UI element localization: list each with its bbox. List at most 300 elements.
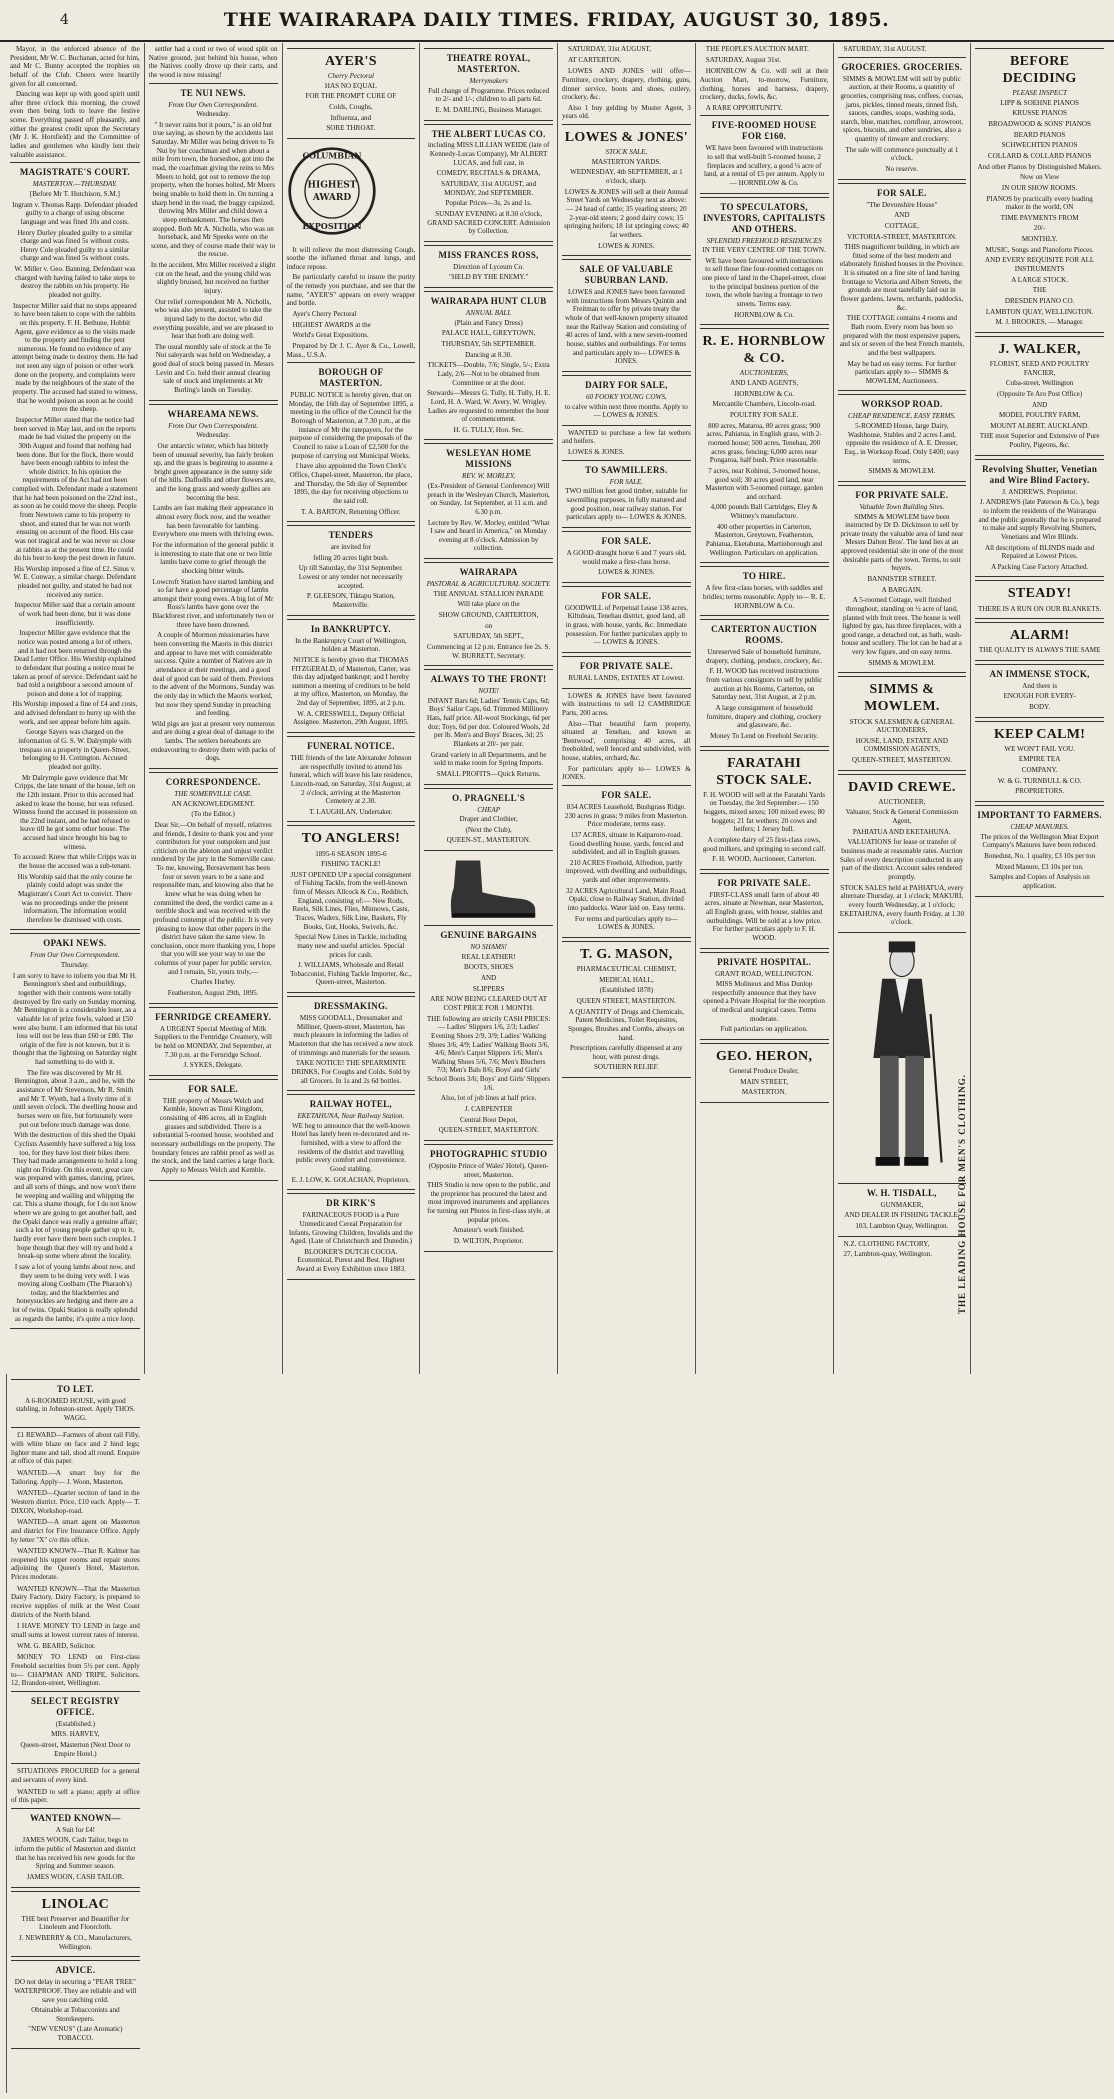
- article-block: [149, 45, 278, 80]
- paragraph: FLORIST, SEED AND POULTRY FANCIER,: [989, 359, 1090, 377]
- paragraph: 834 ACRES Leasehold, Bushgrass Ridge. 230 acres in grass; 9 miles from Masterton. Price moderate, terms easy.: [564, 802, 688, 829]
- paragraph: 5-ROOMED House, large Dairy, Washhouse, Stables and 2 acres Land, opposite the residence of A. E. Dresser, Esq., in Worksop Road. Only £400; easy terms.: [844, 422, 960, 465]
- advertisement-block: [424, 291, 553, 440]
- paragraph: A complete dairy of 25 first-class cows, good milkers, and springing to second calf.: [702, 835, 826, 853]
- paragraph: SATURDAY, 31st AUGUST, and MONDAY, 2nd SEPTEMBER.: [441, 180, 537, 197]
- article-block: [838, 937, 967, 1179]
- advertisement-block: [149, 404, 278, 769]
- block-heading: R. E. HORNBLOW & CO.: [702, 334, 826, 367]
- block-heading: AYER'S: [324, 54, 377, 69]
- paragraph: "HELD BY THE ENEMY.": [448, 273, 529, 282]
- gentleman-illustration: [847, 937, 957, 1179]
- block-heading: FOR SALE.: [601, 535, 652, 546]
- advertisement-block: [424, 925, 553, 1141]
- block-heading: TO SPECULATORS, INVESTORS, CAPITALISTS AND OTHERS.: [702, 201, 826, 234]
- advertisement-block: [562, 375, 691, 426]
- paragraph: SORE THROAT.: [326, 124, 376, 133]
- paragraph: Also, lot of job lines at half price.: [440, 1094, 537, 1103]
- masthead: [0, 0, 1114, 42]
- paragraph: A URGENT Special Meeting of Milk Suppliers to the Fernridge Creamery, will be held on MONDAY, 2nd September, at 7.30 p.m. at the Fernridge School.: [154, 1024, 272, 1059]
- paragraph: Mayor, in the enforced absence of the President, Mr W. C. Buchanan, acted for him, and Mr C. Bunny accepted the trophies on behalf of the Club. Cheers were heartily given for all concerned.: [10, 45, 140, 88]
- block-heading: WAIRARAPA HUNT CLUB: [430, 296, 547, 307]
- paragraph: MUSIC, Songs and Pianoforte Pieces.: [985, 245, 1094, 254]
- advertisement-block: [287, 48, 416, 139]
- advertisement-block: [838, 394, 967, 481]
- paragraph: HORNBLOW & Co.: [734, 389, 795, 398]
- paragraph: LOWES & JONES have been favoured with instructions to sell 12 CAMBRIDGE Parts, 200 acres.: [562, 691, 691, 717]
- paragraph: settler had a cord or two of wood split on Native ground, just behind his house, when the Natives coolly drove up their carts, and the wood is now missing!: [148, 45, 278, 79]
- paragraph: Commencing at 12 p.m. Entrance fee 2s. S. W. BURRETT, Secretary.: [427, 642, 551, 660]
- paragraph: Up till Saturday, the 31st September. Lowest or any tender not necessarily accepted.: [298, 564, 403, 590]
- paragraph: Obtainable at Tobacconists and Storekeepers.: [31, 2006, 120, 2023]
- article-block: [700, 45, 829, 64]
- paragraph: THE best Preserver and Beautifier for Linoleum and Floorcloth.: [21, 1914, 130, 1932]
- column-1: [6, 43, 144, 1374]
- block-heading: WANTED KNOWN—: [30, 1812, 121, 1823]
- paragraph: Colds, Coughs,: [329, 103, 373, 111]
- advertisement-block: [700, 328, 829, 563]
- advertisement-block: [149, 772, 278, 1004]
- paragraph: Influenza, and: [330, 113, 372, 122]
- paragraph: His Worship said that the only course he plainly could adopt was under the Magistrate's Court Act to convict. There was no proceedings under the present information. The information would therefore be dismissed with costs.: [17, 872, 133, 924]
- paragraph: SATURDAY, August 31st.: [705, 55, 782, 64]
- paragraph: E. J. LOW, K. GOLACHAN, Proprietors.: [291, 1175, 411, 1184]
- block-heading: TO HIRE.: [742, 571, 786, 582]
- advertisement-block: [10, 162, 140, 930]
- block-heading: OPAKI NEWS.: [43, 938, 107, 949]
- paragraph: Also 1 buy gelding by Muster Agent, 3 years old.: [562, 103, 691, 121]
- paragraph: Mr Dalrymple gave evidence that Mr Cripps, the late tenant of the house, left on the 12th instant. Prior to this accused had asked to lease the house, but was refused. Witness found the accused in possession on the 22nd instant, and he had refused to leave till he got some other house. The accused had since brought his bag to witness.: [12, 773, 137, 851]
- paragraph: FIRST-CLASS small farm of about 40 acres, situate at Newman, near Masterton, all English grass, with house, stables and outbuildings. Will be sold at a low price. For further particulars apply to F. H. WOOD.: [704, 890, 824, 942]
- column-2: [144, 43, 282, 1374]
- paragraph: AND: [894, 211, 910, 220]
- block-heading: PRIVATE HOSPITAL.: [717, 956, 812, 967]
- block-subheading: EKETAHUNA, Near Railway Station.: [297, 1112, 405, 1121]
- paragraph: SATURDAY, 31st AUGUST.: [843, 45, 927, 53]
- advertisement-block: [562, 941, 691, 1078]
- paragraph: MRS. HARVEY,: [51, 1730, 100, 1739]
- paragraph: MOUNT ALBERT, AUCKLAND.: [990, 421, 1089, 430]
- block-heading: RAILWAY HOTEL,: [309, 1099, 392, 1110]
- advertisement-block: [424, 562, 553, 666]
- block-heading: STEADY!: [1007, 586, 1072, 602]
- column-4: [419, 43, 557, 1374]
- paragraph: QUEEN STREET, MASTERTON.: [576, 996, 677, 1005]
- advertisement-block: [838, 485, 967, 674]
- article-block: [11, 1788, 140, 1805]
- column-5: [557, 43, 695, 1374]
- paragraph: MEDICAL HALL,: [599, 975, 654, 984]
- paragraph: HORNBLOW & Co. will sell at their Auction Mart, to-morrow, Furniture, clothing, horses and harness, drapery, crockery, ducks, fowls, &c.: [699, 67, 829, 102]
- paragraph: (Opposite Prince of Wales' Hotel), Queen-street, Masterton.: [428, 1161, 549, 1179]
- paragraph: IN OUR SHOW ROOMS.: [1001, 183, 1078, 192]
- paragraph: Draper and Clothier,: [459, 815, 518, 824]
- paragraph: LOWES & JONES will sell at their Annual Street Yards on Wednesday next as above:— 24 head of cattle; 35 yearling steers; 20 2-year-old steers; 2 good dairy cows; 15 springing heifers; 18 1st springing cows; 40 fat wethers.: [564, 187, 689, 239]
- paragraph: PHARMACEUTICAL CHEMIST,: [576, 965, 677, 974]
- seal-text: COLUMBIAN: [302, 150, 361, 161]
- paragraph: J. ANDREWS (late Paterson & Co.), begs to inform the residents of the Wairarapa and the public generally that he is prepared to make and supply Revolving Shutters, Venetians and Wire Blinds.: [978, 498, 1101, 541]
- paragraph: AND EVERY REQUISITE FOR ALL INSTRUMENTS: [984, 256, 1095, 274]
- block-heading: FOR SALE.: [601, 790, 652, 801]
- paragraph: KRUSSE PIANOS: [1012, 109, 1067, 118]
- paragraph: BOOTS, SHOES: [463, 963, 514, 972]
- block-subheading: NOTE!: [478, 687, 499, 696]
- paragraph: Cuba-street, Wellington: [1005, 379, 1074, 388]
- paragraph: Inspector Miller said that a certain amount of work had been done, but it was done insufficiently.: [14, 601, 136, 627]
- block-heading: IMPORTANT TO FARMERS.: [977, 810, 1102, 821]
- advertisement-block: [11, 1691, 140, 1765]
- block-subheading: CHEAP: [477, 805, 501, 814]
- paragraph: 800 acres, Mataroa, 80 acres grass; 900 acres, Pahiatua, in English grass, with 2-roomed house; 500 acres, Tenehau, 200 acres grass, fencing; 6,000 acres near Pongaroa, half bush. Price reasonable.: [706, 421, 822, 465]
- block-heading: THE ALBERT LUCAS CO.: [431, 128, 546, 139]
- article-block: [838, 1240, 967, 1259]
- block-subheading: REV. W. MORLEY,: [462, 472, 516, 481]
- block-heading: FERNRIDGE CREAMERY.: [155, 1011, 272, 1022]
- paragraph: HORNBLOW & Co.: [734, 310, 795, 319]
- paragraph: His Worship imposed a fine of £2. Sinus v. W. E. Conway, a similar charge. Defendant pleaded not guilty, and stated he had not received any notice.: [13, 564, 137, 599]
- paragraph: THE following are strictly CASH PRICES:— Ladies' Slippers 1/6, 2/3; Ladies' Evening Shoes 2/9, 3/9; Ladies' Walking Shoes 3/6, 4/9; Ladies' Walking Boots 3/6, 4/6; Men's Carpet Slippers 1/6; Men's Walking Shoes 5/6, 7/6; Men's Bluchers 7/3; Men's Bals 8/6; Boys' and Girls' School Boots 3/6; Boys' and Girls' Slippers 1/6.: [426, 1014, 551, 1092]
- paragraph: [Before Mr T. Hutchison, S.M.]: [29, 189, 120, 198]
- paragraph: 4,000 pounds Ball Cartridges, Eley & Whitney's manufacture.: [710, 503, 818, 521]
- paragraph: 210 ACRES Freehold, Alfredton, partly improved, with dwelling and outbuildings, yards and other improvements.: [565, 858, 687, 885]
- block-heading: TENDERS: [328, 530, 374, 541]
- paragraph: SIMMS & MOWLEM will sell by public auction, at their Rooms, a quantity of groceries, comprising teas, coffees, cocoas, jams, pickles, tinned meats, tinned fish, sauces, candles, soaps, washing soda, starch, blue, matches, cornflour, arrowroot, spices, biscuits, and other sundries, also a quantity of tinware and crockery.: [840, 74, 964, 144]
- paragraph: LIPP & SOEHNE PIANOS: [1000, 98, 1079, 107]
- paragraph: COLLARD & COLLARD PIANOS: [987, 152, 1092, 160]
- block-heading: LINOLAC: [41, 1896, 110, 1912]
- column-7: [833, 43, 971, 1374]
- paragraph: And other Pianos by Distinguished Makers.: [977, 162, 1102, 171]
- paragraph: 137 ACRES, situate in Kaiparoro-road. Good dwelling house, yards, fenced and subdivided, and all in English grasses.: [569, 830, 684, 857]
- paragraph: In the accident, Mrs Miller received a slight cut on the head, and the young child was slightly bruised, but received no further injury.: [150, 261, 276, 295]
- paragraph: Lambs are fast making their appearance in almost every flock now, and the weather has been favourable for lambing. Everywhere one meets with thriving ewes.: [152, 504, 274, 539]
- paragraph: STOCK SALESMEN & GENERAL AUCTIONEERS,: [849, 717, 955, 735]
- paragraph: LOWES & JONES.: [598, 241, 655, 250]
- paragraph: FARINACEOUS FOOD is a Pure Unmedicated Cereal Preparation for Infants, Growing Children, Invalids and the Aged. (Late of Christchurch and Dunedin.): [288, 1211, 413, 1246]
- article-block: [11, 1622, 140, 1650]
- paragraph: THERE IS A RUN ON OUR BLANKETS.: [978, 604, 1102, 613]
- paragraph: F. H. WOOD, Auctioneer, Carterton.: [712, 855, 817, 864]
- paragraph: JAMES WOON, Cash Tailor, begs to inform the public of Masterton and district that he has received his new goods for the Spring and Summer season.: [14, 1836, 136, 1871]
- advertisement-block: [700, 1043, 829, 1103]
- block-subheading: NO SHAMS!: [470, 943, 507, 952]
- article-block: [11, 1518, 140, 1544]
- paragraph: 400 other properties in Carterton, Masterton, Greytown, Featherston, Pahiatua, Eketahuna, Martinborough and Wellington. Particulars on application.: [705, 522, 823, 557]
- block-heading: ALARM!: [1009, 628, 1070, 644]
- paragraph: George Sayers was charged on the information of G. S. W. Dalrymple with trespass on a property in Queen-Street, belonging to H. Cottington. Accused pleaded not guilty.: [18, 728, 132, 771]
- block-subheading: PLEASE INSPECT: [1012, 89, 1067, 98]
- column-6: [695, 43, 833, 1374]
- paragraph: COTTAGE,: [884, 221, 920, 230]
- paragraph: SUNDAY EVENING at 8.30 o'clock, GRAND SACRED CONCERT. Admission by Collection.: [427, 209, 551, 236]
- paragraph: 32 ACRES Agricultural Land, Main Road, Opaki, close to Railway Station, divided into paddocks. Water laid on. Easy terms.: [565, 886, 687, 913]
- paragraph: A GOOD draught horse 6 and 7 years old, would make a first-class horse.: [566, 548, 687, 566]
- paragraph: (To the Editor.): [191, 810, 235, 819]
- advertisement-block: [424, 48, 553, 121]
- advertisement-block: [287, 1193, 416, 1279]
- block-heading: WHAREAMA NEWS.: [167, 408, 259, 419]
- paragraph: The sale will commence punctually at 1 o'clock.: [845, 145, 959, 163]
- advertisement-block: [975, 336, 1104, 456]
- paragraph: A 6-ROOMED HOUSE, with good stabling, in Johnston-street. Apply THOS. WAGG.: [15, 1396, 135, 1422]
- block-subheading: ANNUAL BALL: [465, 309, 512, 318]
- paragraph: Money To Lend on Freehold Security.: [710, 731, 819, 740]
- paragraph: SATURDAY, 5th SEPT.,: [453, 632, 524, 641]
- paragraph: including MISS LILLIAN WEIDE (late of Kennedy-Lucas Company), Mr ALBERT LUCAS, and full cast, in: [427, 141, 550, 167]
- paragraph: £1 REWARD—Farmers of about rail Filly, with white blaze on face and 2 hind legs; lighter mane and tail, shod all round. Enquire at office of this paper.: [11, 1431, 140, 1466]
- paragraph: AUCTIONEER,: [878, 797, 926, 806]
- block-heading: THEATRE ROYAL, MASTERTON.: [446, 53, 531, 74]
- paragraph: A Packing Case Factory Attached.: [991, 562, 1089, 571]
- paragraph: THE PEOPLE'S AUCTION MART.: [705, 45, 809, 53]
- boot-illustration: [434, 855, 544, 921]
- paragraph: (Established.): [55, 1719, 95, 1728]
- paragraph: ARE NOW BEING CLEARED OUT AT COST PRICE FOR 1 MONTH.: [430, 995, 548, 1012]
- paragraph: LOWES and JONES have been favoured with instructions from Messrs Quintin and Freitman to offer by private treaty the whole of that well-known property situated near the Railway Station and consisting of 40 acres of land, with a new seven-roomed house, stables and outbuildings. For terms and particulars apply to— LOWES & JONES.: [565, 288, 688, 366]
- advertisement-block: [700, 197, 829, 326]
- paragraph: J. SYKES, Delegate.: [183, 1061, 243, 1070]
- paragraph: MISS GOODALL, Dressmaker and Milliner, Queen-street, Masterton, has much pleasure in informing the ladies of Masterton that she has received a new stock of trimmings and materials for the season.: [288, 1014, 414, 1057]
- advertisement-block: [287, 825, 416, 993]
- paragraph: Grand variety in all Departments, and be sold to make room for Spring Imports.: [430, 750, 547, 768]
- paragraph: COMPANY.: [1021, 766, 1058, 775]
- advertisement-block: [11, 1960, 140, 2048]
- block-heading: WAIRARAPA: [459, 567, 518, 578]
- article-block: [11, 1547, 140, 1582]
- paragraph: WANTED to purchase a few fat wethers and heifers.: [562, 428, 691, 446]
- newspaper-title: THE WAIRARAPA DAILY TIMES. FRIDAY, AUGUST 30, 1895.: [223, 9, 890, 31]
- paragraph: H. G. TULLY, Hon. Sec.: [453, 425, 524, 434]
- paragraph: BODY.: [1029, 703, 1051, 712]
- paragraph: To accused: Knew that while Cripps was in the house the accused was a sub-tenant.: [13, 853, 137, 870]
- block-heading: In BANKRUPTCY.: [310, 623, 391, 634]
- paragraph: RURAL LANDS, ESTATES AT Lowest.: [568, 673, 685, 682]
- advertisement-block: [287, 1094, 416, 1190]
- article-block: [11, 1469, 140, 1486]
- paragraph: A couple of Mormon missionaries have been converting the Maoris in this district and appear to have met with considerable success. Quite a number of Natives are in attendance at their meetings, and a good deal of good can be said of them. Previous to the advent of the Mormons, Sunday was the only day in which the Maoris worked, but now they spend Sunday in preaching and feeding.: [152, 631, 274, 718]
- paragraph: BEARD PIANOS: [1013, 130, 1066, 139]
- paragraph: In the Bankruptcy Court of Wellington, holden at Masterton.: [295, 636, 407, 654]
- paragraph: GUNMAKER,: [880, 1200, 924, 1209]
- paragraph: E. M. DARLING, Business Manager.: [435, 105, 543, 114]
- paragraph: Amateur's work finished.: [452, 1226, 525, 1235]
- paragraph: EMPIRE TEA: [1018, 755, 1061, 764]
- block-subheading: AUCTIONEERS,: [739, 369, 789, 378]
- advertisement-block: [838, 1183, 967, 1237]
- advertisement-block: [700, 619, 829, 746]
- paragraph: Now on View: [1020, 173, 1060, 182]
- paragraph: MAIN STREET,: [740, 1077, 789, 1086]
- paragraph: Will take place on the: [457, 600, 520, 609]
- column-3: [282, 43, 420, 1374]
- paragraph: PROPRIETORS.: [1015, 787, 1065, 796]
- paragraph: "The Devonshire House": [866, 200, 938, 209]
- paragraph: I have also appointed the Town Clerk's Office, Chapel-street, Masterton, the place, and Thursday, the 5th day of September 1895, the day for receiving objections to the said roll.: [289, 462, 413, 505]
- paragraph: JUST OPENED UP a special consignment of Fishing Tackle, from the well-known firm of Messrs Allcock & Co., Redditch, England, consisting of:— New Rods, Reels, Silk Lines, Flies, Minnows, Casts, Traces, Waders, Silk Line, Baskets, Fly Books, Gut, Hooks, Swivels, &c.: [290, 870, 412, 931]
- paragraph: Our antarctic winter, which has bitterly been of unusual severity, has fairly broken up, and the grass is beginning to assume a bright green appearance in the sunny side of the hills. Daffodils and other flowers are, and the long grass and weedy gullies are becoming the best.: [151, 441, 276, 502]
- block-subheading: PASTORAL & AGRICULTURAL SOCIETY.: [426, 580, 551, 589]
- paragraph: Featherston, August 29th, 1895.: [167, 989, 259, 998]
- paragraph: Ayer's Cherry Pectoral: [292, 310, 357, 319]
- advertisement-block: [838, 774, 967, 933]
- advertisement-block: [149, 1079, 278, 1181]
- block-heading: J. WALKER,: [998, 341, 1081, 357]
- paragraph: AND LAND AGENTS,: [730, 379, 799, 388]
- paragraph: THE COTTAGE contains 4 rooms and Bath room. Every room has been so prepared with the most expensive papers, and six or seven of the best French mantels, and the best wallpapers.: [839, 314, 965, 357]
- paragraph: I am sorry to have to inform you that Mr H. Bennington's shed and outbuildings, together with their contents were totally destroyed by fire early on Sunday morning. Mr Bennington is a considerable loser, as a valuable lot of prize fowls, valued at £50 were also burnt. I am informed that his total loss will not be less than £60 or £80. The origin of the fire is not known, but it is thought that the lightning on Saturday night had something to do with it.: [12, 971, 138, 1067]
- article-block: [11, 1585, 140, 1620]
- paragraph: Samples and Copies of Analysis on application.: [989, 873, 1090, 890]
- advertisement-block: [287, 736, 416, 822]
- paragraph: And there is: [1022, 681, 1057, 690]
- block-heading: FARATAHI STOCK SALE.: [716, 755, 812, 788]
- block-heading: FIVE-ROOMED HOUSE FOR £160.: [711, 120, 817, 142]
- advertisement-block: [424, 245, 553, 288]
- article-block: [11, 1431, 140, 1466]
- block-heading: TO ANGLERS!: [301, 831, 401, 847]
- advertisement-block: [11, 1379, 140, 1429]
- advertisement-block: [838, 57, 967, 180]
- paragraph: I HAVE MONEY TO LEND in large and small sums at lowest current rates of interest.: [11, 1622, 140, 1639]
- column-9: [6, 1374, 144, 2093]
- paragraph: All descriptions of BLINDS made and Repaired at Lowest Prices.: [984, 543, 1095, 561]
- block-heading: MAGISTRATE'S COURT.: [19, 167, 130, 178]
- paragraph: Inspector Miller said that no steps appeared to have been taken to cope with the rabbits on this property. F. H. Bethune, Hobbit Agent, gave evidence as to the visits made to the property and finding the pest numerous. He found no evidence of any attempt being made to destroy them. He had not seen any sign of poison or other work done on the property, and complaints were made by the neighbours of the state of the property. The accused had stated to witness, that he would poison as soon as he could move the sheep.: [12, 301, 138, 414]
- paragraph: For the information of the general public it is interesting to state that one or two little lambs have come to grief through the shocking bitter winds.: [152, 540, 274, 575]
- paragraph: AND: [1031, 400, 1048, 409]
- paragraph: 7 acres, near Kohinui, 3-roomed house, good soil; 30 acres good land, near Masterton with 5-roomed cottage, garden and orchard.: [705, 466, 823, 501]
- article-block: [287, 246, 416, 360]
- article-block: [700, 67, 829, 112]
- paragraph: Wednesday.: [196, 110, 231, 119]
- advertisement-block: [700, 566, 829, 616]
- paragraph: For particulars apply to— LOWES & JONES.: [562, 764, 691, 782]
- paragraph: POULTRY FOR SALE.: [729, 411, 799, 420]
- paragraph: BLOOKER'S DUTCH COCOA. Economical, Purest and Best. Highest Award at Every Exhibition since 1883.: [295, 1247, 406, 1274]
- block-heading: Revolving Shutter, Venetian and Wire Blind Factory.: [982, 463, 1098, 485]
- advertisement-block: [562, 656, 691, 689]
- paragraph: WANTED to sell a piano; apply at office of this paper.: [11, 1787, 140, 1805]
- block-subheading: Cherry Pectoral: [327, 72, 375, 81]
- paragraph: (Opposite Te Aro Post Office): [997, 389, 1083, 398]
- paragraph: N.Z. CLOTHING FACTORY,: [843, 1239, 930, 1248]
- paragraph: FOR THE PROMPT CURE OF: [305, 92, 397, 101]
- paragraph: BROADWOOD & SONS' PIANOS: [988, 120, 1092, 129]
- article-block: [11, 1653, 140, 1688]
- block-heading: BEFORE DECIDING: [1002, 54, 1077, 87]
- advertisement-block: [838, 676, 967, 770]
- paragraph: AT CARTERTON.: [568, 55, 622, 64]
- block-heading: FUNERAL NOTICE.: [307, 740, 395, 751]
- paragraph: J. WILLIAMS, Wholesale and Retail Tobacconist, Fishing Tackle Importer, &c., Queen-street, Masterton.: [290, 961, 412, 987]
- paragraph: ENOUGH FOR EVERY-: [1003, 692, 1076, 701]
- advertisement-block: [424, 1144, 553, 1252]
- paragraph: A 5-roomed Cottage, well finished throughout, standing on ½ acre of land, planted with fruit trees. The house is well lighted by gas, has three fireplaces, with a good range, a detached out, as bath, wash-house and scullery. The lot can be had at a very low figure, and on easy terms.: [841, 596, 962, 657]
- block-heading: GEO. HERON,: [715, 1049, 813, 1065]
- paragraph: are invited for: [330, 543, 371, 552]
- paragraph: Prepared by Dr J. C. Ayer & Co., Lowell, Mass., U.S.A.: [286, 341, 416, 359]
- paragraph: Dear Sir,—On behalf of myself, relatives and friends, I desire to thank you and your contributors for your outspoken and just criticism on the ableton and unjust verdict rendered by the jury in the Somerville case. To me, knowing, Bereavement has been four or seven years to be a sane and responsible man, and knowing also that he knew what he was doing when he committed the deed, the verdict came as a terrible shock and was received with the profound contempt of the public. It is very pleasing to know that other papers in the district have taken the same view. In conclusion, once more thanking you, I hope that you will see your way to use the columns of your paper for public service, and I remain, Sir, yours truly,—: [150, 820, 276, 976]
- paragraph: (Ex-President of General Conference) Will preach in the Wesleyan Church, Masterton, on Sunday, 1st September, at 11 a.m. and 6.30 p.m.: [427, 482, 550, 516]
- paragraph: to calve within next three months. Apply to— LOWES & JONES.: [564, 402, 688, 420]
- block-heading: ALWAYS TO THE FRONT!: [430, 674, 547, 685]
- advertisement-block: [975, 459, 1104, 578]
- block-subheading: CHEAP RESIDENCE, EASY TERMS.: [848, 412, 956, 421]
- exposition-seal-logo: [287, 146, 377, 236]
- advertisement-block: [562, 124, 691, 256]
- paragraph: IN THE VERY CENTRE OF THE TOWN.: [702, 246, 826, 255]
- paragraph: SATURDAY, 31st AUGUST,: [568, 45, 652, 53]
- paragraph: on: [485, 621, 493, 630]
- advertisement-block: [424, 788, 553, 852]
- article-block: [10, 45, 140, 159]
- block-heading: T. G. MASON,: [580, 946, 673, 962]
- paragraph: The fire was discovered by Mr H. Bennington, about 3 a.m., and he, with the assistance of Mr Stevenson, Mr R. Smith and Mr T. Wyeth, had a lively time of it until seven o'clock. The dwelling house and horses were on fire, but fortunately were put out before much damage was done.: [12, 1068, 138, 1129]
- paragraph: J. NEWBERRY & CO., Manufacturers, Wellington.: [18, 1934, 132, 1951]
- block-subheading: Merrymakers: [469, 76, 508, 85]
- paragraph: THE friends of the late Alexander Johnson are respectfully invited to attend his funeral, which will leave his late residence, Lincoln-road, on Saturday, 31st August, at 2 o'clock, arriving at the Masterton Cemetery at 2.30.: [289, 753, 413, 806]
- advertisement-block: [149, 83, 278, 401]
- paragraph: SHOW GROUND, CARTERTON,: [438, 611, 539, 620]
- paragraph: Lowcroft Station have started lambing and so far have a good percentage of lambs amongst their young ewes. A big lot of Mr Ross's lambs have gone over the Blackforest river, and unfortunately two or three have been drowned.: [152, 577, 274, 629]
- advertisement-block: [424, 669, 553, 784]
- paragraph: COMEDY, RECITALS & DRAMA,: [436, 169, 541, 178]
- paragraph: VICTORIA-STREET, MASTERTON.: [847, 232, 957, 241]
- paragraph: THIS magnificent building, in which are fitted some of the best modern and elaborately finished houses in the Province. It is situated on a fine site of land having frontage to Victoria and Albert Streets, the grounds are most tastefully laid out in flower gardens, lawns, orchards, paddocks, &c.: [840, 243, 964, 312]
- paragraph: QUEEN-STREET, MASTERTON.: [438, 1126, 539, 1135]
- advertisement-block: [975, 48, 1104, 333]
- paragraph: INFANT Bars 6d; Ladies' Tennis Caps, 6d; Boys' Sailor Caps, 6d. Trimmed Millinery Hats, half price. All-wool Stockings, 6d per doz; Toys, 6d per doz. Coloured Wools, 2d per lb. Men's and Boys' Braces, 3d; 25 Blankets at 20/- per pair.: [426, 696, 551, 749]
- paragraph: Bonedust, No. 1 quality, £3 10s per ton: [984, 851, 1096, 860]
- block-heading: WORKSOP ROAD.: [861, 399, 943, 410]
- paragraph: General Produce Dealer,: [729, 1067, 799, 1076]
- paragraph: SITUATIONS PROCURED for a general and servants of every kind.: [11, 1767, 140, 1784]
- paragraph: SIMMS & MOWLEM.: [868, 467, 936, 476]
- advertisement-block: [287, 619, 416, 733]
- paragraph: WEDNESDAY, 4th SEPTEMBER, at 1 o'clock, sharp.: [570, 168, 683, 186]
- paragraph: 20/-: [1033, 224, 1046, 233]
- seal-text: AWARD: [312, 192, 351, 203]
- paragraph: I saw a lot of young lambs about now, and they seem to be doing very well. I was moving along Coolbarn (The Pharaoh's) today, and the blackberries and honeysuckles are hedging and there are a lot of twins. Opaki Station is really splendid as regards the lambs; it's quite a nice loop.: [12, 1262, 138, 1323]
- paragraph: GRANT ROAD, WELLINGTON.: [715, 969, 814, 978]
- paragraph: AND DEALER IN FISHING TACKLE,: [844, 1211, 960, 1220]
- paragraph: TWO million feet good timber, suitable for sawmilling purposes, in fully matured and good position, near railway station. For particulars apply to— LOWES & JONES.: [565, 487, 688, 522]
- paragraph: W. A. CRESSWELL, Deputy Official Assignee. Masterton, 29th August, 1895.: [292, 709, 409, 727]
- block-heading: CARTERTON AUCTION ROOMS.: [711, 624, 818, 646]
- paragraph: NOTICE is hereby given that THOMAS FITZGERALD, of Masterton, Carter, was this day adjudged bankrupt; and I hereby summon a meeting of creditors to be held at my office, Masterton, on Monday, the 2nd day of September, 1895, at 2 p.m.: [291, 655, 411, 708]
- paragraph: Special New Lines in Tackle, including many new and useful articles. Special prices for cash.: [295, 933, 407, 959]
- paragraph: MONEY TO LEND on First-class Freehold securities from 5½ per cent. Apply to— CHAPMAN AND TRIPE, Solicitors. 12, Brandon-street, Wellington.: [11, 1653, 140, 1688]
- article-block: [424, 855, 553, 921]
- paragraph: A Suit for £4!: [55, 1825, 95, 1834]
- block-subheading: CHEAP MANURES.: [1010, 823, 1069, 832]
- paragraph: HIGHEST AWARDS at the: [292, 320, 371, 329]
- paragraph: F. H. WOOD will sell at the Faratahi Yards on Tuesday, the 3rd September:— 150 hoggets, mixed sexes; 100 mixed ewes; 80 hoggets; 21 fat wethers; 20 cows and heifers; 1 Jersey bull.: [703, 790, 826, 834]
- paragraph: "NEW VENUS" (Late Aromatic) TOBACCO.: [28, 2025, 123, 2043]
- article-block: [838, 45, 967, 54]
- paragraph: Inspector Miller stated that the notice had been served in May last, and on the reports made he had visited the property on the 30th August and found that nothing had been done. But for the flock, there would have been enough rabbits to infest the whole district. In his opinion the requirements of the Act had not been complied with. Defendant made a statement that he had been poisoned on the 22nd inst., as soon as he could move the sheep. People from Newtown came to his property to shoot, and stated that he was not worth ensuing on account of the flood. His case was not tragical and he was never so close at rabbits as at the present time. He could do his best to keep the pest down in future.: [12, 415, 138, 563]
- block-heading: SELECT REGISTRY OFFICE.: [30, 1695, 120, 1717]
- paragraph: GOODWILL of Perpetual Lease 138 acres, Kiltuleau, Tenehau district, good land, all in grass, with house, yards, &c. Immediate possession. For further particulars apply to— LOWES & JONES.: [564, 603, 688, 647]
- paragraph: TICKETS—Double, 7/6; Single, 5/-; Extra Lady, 2/6—Not to be obtained from Committee or at the door.: [427, 361, 550, 387]
- paragraph: His Worship imposed a fine of £4 and costs, and advised defendant to hurry up with the work, and see appear before him again.: [12, 700, 138, 726]
- paragraph: TIME PAYMENTS FROM: [1000, 213, 1079, 222]
- paragraph: THE ANNUAL STALLION PARADE: [433, 589, 544, 598]
- block-heading: O. PRAGNELL'S: [452, 792, 526, 803]
- paragraph: Dancing was kept up with good spirit until after three o'clock this morning, the crowd even then being loth to leave the festive scene. Everything passed off pleasantly, and either the greatest credit upon the Secretary (Mr J. K. Horsfield) and the Committee of ladies and gentlemen who kindly lent their valuable assistance.: [10, 90, 140, 159]
- paragraph: No reserve.: [885, 165, 919, 174]
- paragraph: Queen-street, Masterton (Next Door to Empire Hotel.): [20, 1741, 131, 1758]
